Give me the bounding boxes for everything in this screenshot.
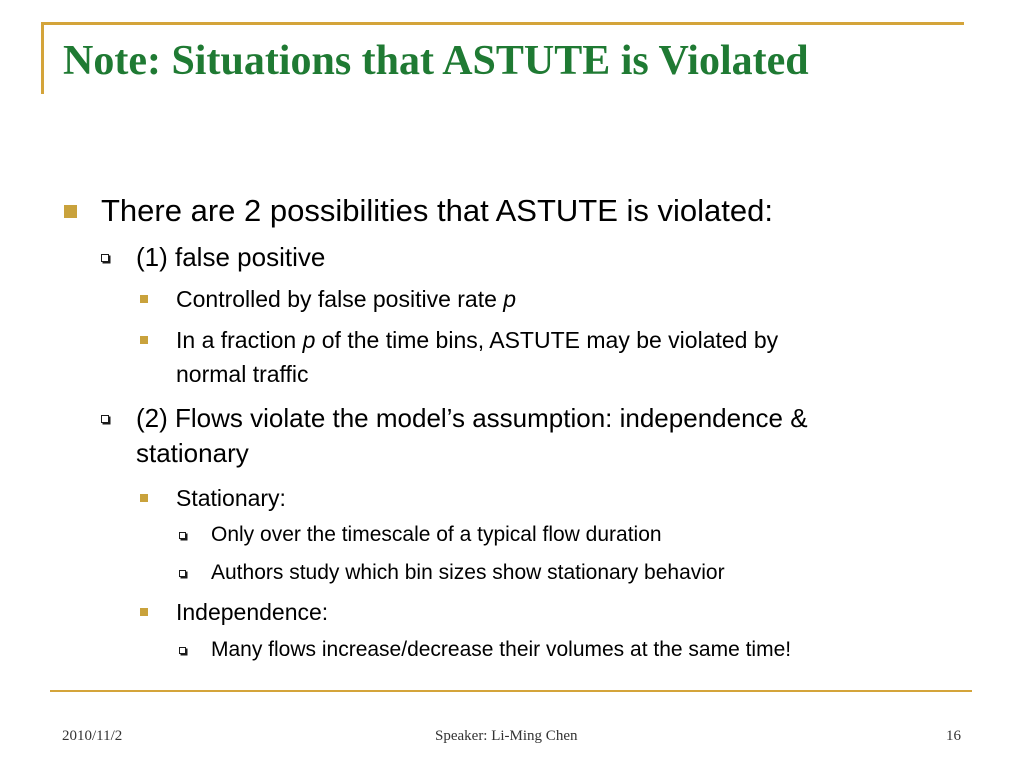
footer-divider [50,690,972,692]
bullet-fp-rate [140,282,516,316]
square-bullet-icon [140,494,148,502]
footer-date: 2010/11/2 [62,728,123,744]
bullet-text: Authors study which bin sizes show stationary behavior [211,561,725,584]
bullet-fraction [140,323,778,391]
footer-page-number: 16 [946,728,961,744]
title-accent-horizontal [41,22,964,25]
bullet-independence [140,595,328,629]
variable-p: p [302,327,316,353]
square-bullet-icon [140,336,148,344]
bullet-many-flows [179,636,791,664]
bullet-text: Stationary: [176,485,286,511]
bullet-bin-sizes [179,559,725,587]
footer-speaker: Speaker: Li-Ming Chen [435,728,578,744]
square-bullet-icon [140,608,148,616]
variable-p: p [503,286,517,312]
checkbox-bullet-icon [179,570,186,577]
bullet-text: Independence: [176,599,329,625]
bullet-text: (2) Flows violate the model’s assumption: independence & stationary [136,403,808,468]
bullet-possibilities [64,192,773,230]
checkbox-bullet-icon [101,254,109,262]
bullet-text: Only over the timescale of a typical flow duration [211,523,662,546]
title-accent-vertical [41,22,44,94]
slide-title: Note: Situations that ASTUTE is Violated [63,38,809,84]
bullet-text: Controlled by false positive rate p [176,286,517,312]
bullet-false-positive [101,240,325,275]
square-bullet-icon [140,295,148,303]
bullet-stationary [140,481,286,515]
bullet-timescale [179,521,662,549]
bullet-text: There are 2 possibilities that ASTUTE is violated: [101,193,773,228]
bullet-text: (1) false positive [136,242,326,272]
bullet-flows-violate [101,401,808,471]
bullet-text: Many flows increase/decrease their volumes at the same time! [211,638,792,661]
checkbox-bullet-icon [179,647,186,654]
checkbox-bullet-icon [179,532,186,539]
square-bullet-icon [64,205,77,218]
checkbox-bullet-icon [101,415,109,423]
bullet-text: In a fraction p of the time bins, ASTUTE may be violated by normal traffic [176,327,779,387]
